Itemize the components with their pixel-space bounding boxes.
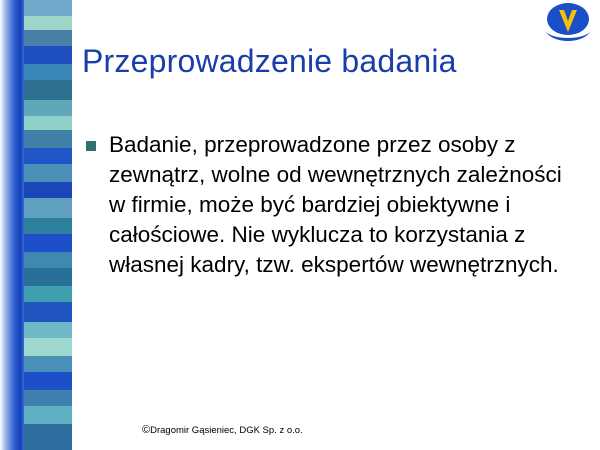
mosaic-tile bbox=[24, 424, 72, 450]
gradient-strip bbox=[0, 0, 24, 450]
mosaic-tile bbox=[24, 0, 72, 16]
copyright-icon: © bbox=[142, 424, 151, 436]
mosaic-tile bbox=[24, 286, 72, 302]
footer-text: Dragomir Gąsieniec, DGK Sp. z o.o. bbox=[150, 425, 303, 436]
company-logo-icon bbox=[540, 2, 592, 46]
mosaic-tile bbox=[24, 234, 72, 252]
body-content bbox=[86, 130, 578, 280]
mosaic-tile bbox=[24, 30, 72, 46]
mosaic-tile bbox=[24, 302, 72, 322]
mosaic-tile bbox=[24, 46, 72, 64]
mosaic-tile bbox=[24, 252, 72, 268]
mosaic-side-bar bbox=[0, 0, 72, 450]
mosaic-tile-column bbox=[24, 0, 72, 450]
footer-credit bbox=[142, 425, 303, 436]
mosaic-tile bbox=[24, 16, 72, 30]
mosaic-tile bbox=[24, 390, 72, 406]
mosaic-tile bbox=[24, 164, 72, 182]
mosaic-tile bbox=[24, 198, 72, 218]
mosaic-tile bbox=[24, 100, 72, 116]
mosaic-tile bbox=[24, 372, 72, 390]
mosaic-tile bbox=[24, 338, 72, 356]
mosaic-tile bbox=[24, 356, 72, 372]
page-title: Przeprowadzenie badania bbox=[82, 43, 457, 79]
mosaic-tile bbox=[24, 116, 72, 130]
mosaic-tile bbox=[24, 80, 72, 100]
mosaic-tile bbox=[24, 182, 72, 198]
mosaic-tile bbox=[24, 218, 72, 234]
mosaic-tile bbox=[24, 130, 72, 148]
mosaic-tile bbox=[24, 148, 72, 164]
mosaic-tile bbox=[24, 64, 72, 80]
bullet-square-icon bbox=[86, 141, 96, 151]
list-item bbox=[86, 130, 578, 280]
mosaic-tile bbox=[24, 322, 72, 338]
mosaic-tile bbox=[24, 406, 72, 424]
bullet-text: Badanie, przeprowadzone przez osoby z zewnątrz, wolne od wewnętrznych zależności w firmie, może być bardziej obiektywne i całościowe. Nie wyklucza to korzystania z własnej kadry, tzw. ekspertów wewnętrznych. bbox=[109, 132, 562, 277]
mosaic-tile bbox=[24, 268, 72, 286]
